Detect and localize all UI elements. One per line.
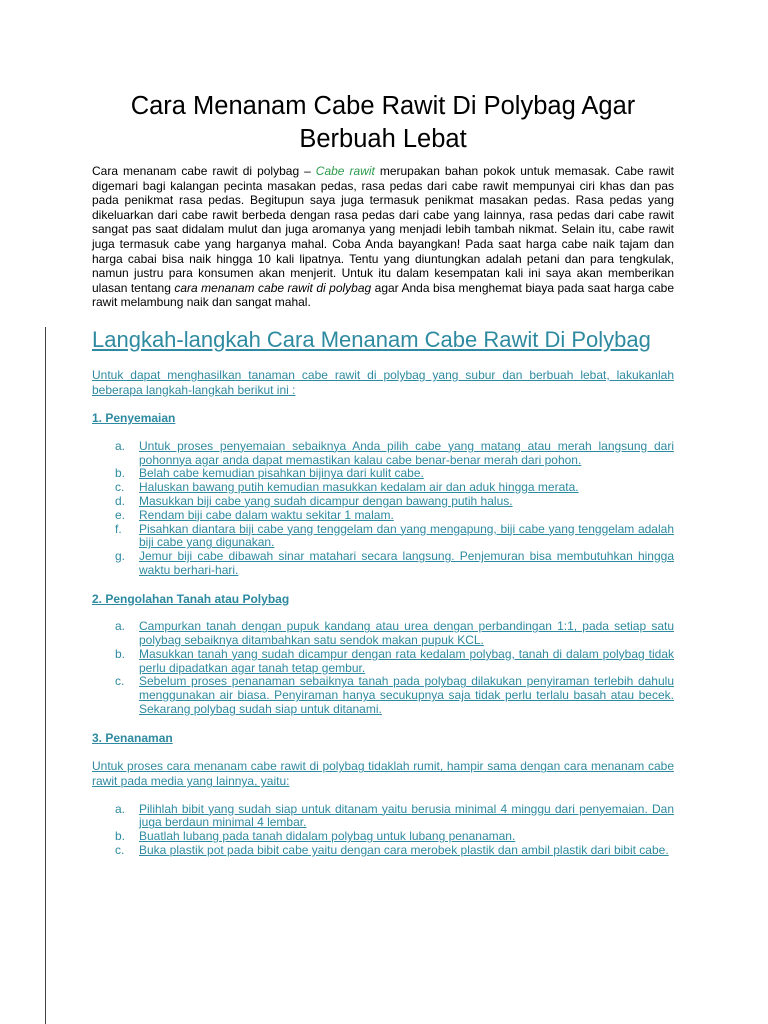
list-marker: f. <box>115 521 122 536</box>
list-item[interactable] <box>115 648 674 676</box>
list-marker: c. <box>115 674 125 689</box>
list-marker: a. <box>115 438 126 453</box>
list-item-text: Pilihlah bibit yang sudah siap untuk ditanam yaitu berusia minimal 4 minggu dari penyemaian. Dan juga berdaun minimal 4 lembar. <box>139 801 674 830</box>
document-page <box>92 90 674 858</box>
margin-rule <box>45 327 46 1024</box>
list-item-text: Rendam biji cabe dalam waktu sekitar 1 malam. <box>139 507 394 522</box>
penyemaian-list <box>92 440 674 578</box>
list-item[interactable] <box>115 803 674 831</box>
list-marker: d. <box>115 493 126 508</box>
section-title-penyemaian[interactable]: 1. Penyemaian <box>92 411 176 426</box>
list-item[interactable] <box>115 550 674 578</box>
list-item-text: Haluskan bawang putih kemudian masukkan kedalam air dan aduk hingga merata. <box>139 480 579 495</box>
list-item-text: Masukkan biji cabe yang sudah dicampur dengan bawang putih halus. <box>139 493 513 508</box>
list-marker: c. <box>115 843 125 858</box>
list-item[interactable] <box>115 620 674 648</box>
list-item[interactable] <box>115 440 674 468</box>
list-item-text: Pisahkan diantara biji cabe yang tenggelam dan yang mengapung, biji cabe yang tenggelam adalah biji cabe yang digunakan. <box>139 521 674 550</box>
list-item[interactable] <box>115 481 674 495</box>
list-item[interactable] <box>115 844 674 858</box>
list-marker: b. <box>115 646 126 661</box>
list-item-text: Buatlah lubang pada tanah didalam polybag untuk lubang penanaman. <box>139 829 516 844</box>
list-item-text: Jemur biji cabe dibawah sinar matahari secara langsung. Penjemuran bisa membutuhkan hingga waktu berhari-hari. <box>139 549 674 577</box>
steps-heading[interactable]: Langkah-langkah Cara Menanam Cabe Rawit Di Polybag <box>92 326 651 352</box>
list-marker: c. <box>115 480 125 495</box>
intro-paragraph <box>92 164 674 310</box>
list-marker: a. <box>115 801 126 816</box>
list-item-text: Belah cabe kemudian pisahkan bijinya dari kulit cabe. <box>139 466 424 481</box>
steps-intro[interactable]: Untuk dapat menghasilkan tanaman cabe rawit di polybag yang subur dan berbuah lebat, lakukanlah beberapa langkah-langkah berikut ini : <box>92 367 674 397</box>
section-title-pengolahan-tanah[interactable]: 2. Pengolahan Tanah atau Polybag <box>92 591 290 606</box>
list-item-text: Campurkan tanah dengan pupuk kandang atau urea dengan perbandingan 1:1, pada setiap satu polybag sebaiknya ditambahkan satu sendok makan pupuk KCL. <box>139 619 674 648</box>
list-item-text: Masukkan tanah yang sudah dicampur dengan rata kedalam polybag, tanah di dalam polybag tidak perlu dipadatkan agar tanah tetap gembur. <box>139 646 674 675</box>
list-item[interactable] <box>115 467 674 481</box>
document-title: Cara Menanam Cabe Rawit Di Polybag Agar Berbuah Lebat <box>130 92 636 153</box>
list-marker: b. <box>115 829 126 844</box>
list-item[interactable] <box>115 495 674 509</box>
list-marker: e. <box>115 507 126 522</box>
penanaman-list <box>92 803 674 858</box>
list-item[interactable] <box>115 509 674 523</box>
intro-text-2: merupakan bahan pokok untuk memasak. Cabe rawit digemari bagi kalangan pecinta masakan pedas, rasa pedas dari cabe rawit mempunyai ciri khas dan pas pada penikmat rasa pedas. Begitupun saya juga termasuk penikmat masakan pedas. Rasa pedas yang dikeluarkan dari cabe rawit berbeda dengan rasa pedas dari cabe yang lainnya, rasa pedas dari cabe rawit sangat pas saat didalam mulut dan juga aromanya yang menjadi lebih tambah nikmat. Selain itu, cabe rawit juga termasuk cabe yang harganya mahal. Coba Anda bayangkan! Pada saat harga cabe naik tajam dan harga cabai bisa naik hingga 10 kali lipatnya. Tentu yang diuntungkan adalah petani dan para tengkulak, namun justru para konsumen akan menjerit. Untuk itu dalam kesempatan kali ini saya akan memberikan ulasan tentang <box>92 164 674 295</box>
pengolahan-tanah-list <box>92 620 674 717</box>
list-item[interactable] <box>115 675 674 716</box>
list-marker: b. <box>115 466 126 481</box>
penanaman-intro[interactable]: Untuk proses cara menanam cabe rawit di polybag tidaklah rumit, hampir sama dengan cara menanam cabe rawit pada media yang lainnya, yaitu: <box>92 759 674 789</box>
intro-italic-phrase: cara menanam cabe rawit di polybag <box>174 280 372 295</box>
list-item-text: Sebelum proses penanaman sebaiknya tanah pada polybag dilakukan penyiraman terlebih dahulu menggunakan air biasa. Penyiraman hanya secukupnya saja tidak perlu terlalu basah atau becek. Sekarang polybag sudah siap untuk ditanami. <box>139 674 674 717</box>
list-item-text: Untuk proses penyemaian sebaiknya Anda pilih cabe yang matang atau merah langsung dari pohonnya agar anda dapat memastikan kalau cabe benar-benar merah dari pohon. <box>139 438 674 467</box>
intro-text-1: Cara menanam cabe rawit di polybag – <box>92 164 316 178</box>
intro-text-3: agar Anda bisa menghemat biaya pada saat harga cabe rawit melambung naik dan sangat mahal. <box>92 280 675 310</box>
list-marker: g. <box>115 549 126 564</box>
list-marker: a. <box>115 619 126 634</box>
list-item[interactable] <box>115 523 674 551</box>
list-item-text: Buka plastik pot pada bibit cabe yaitu dengan cara merobek plastik dan ambil plastik dari bibit cabe. <box>139 843 669 858</box>
list-item[interactable] <box>115 830 674 844</box>
cabe-rawit-link[interactable]: Cabe rawit <box>315 164 375 178</box>
section-title-penanaman[interactable]: 3. Penanaman <box>92 730 173 745</box>
